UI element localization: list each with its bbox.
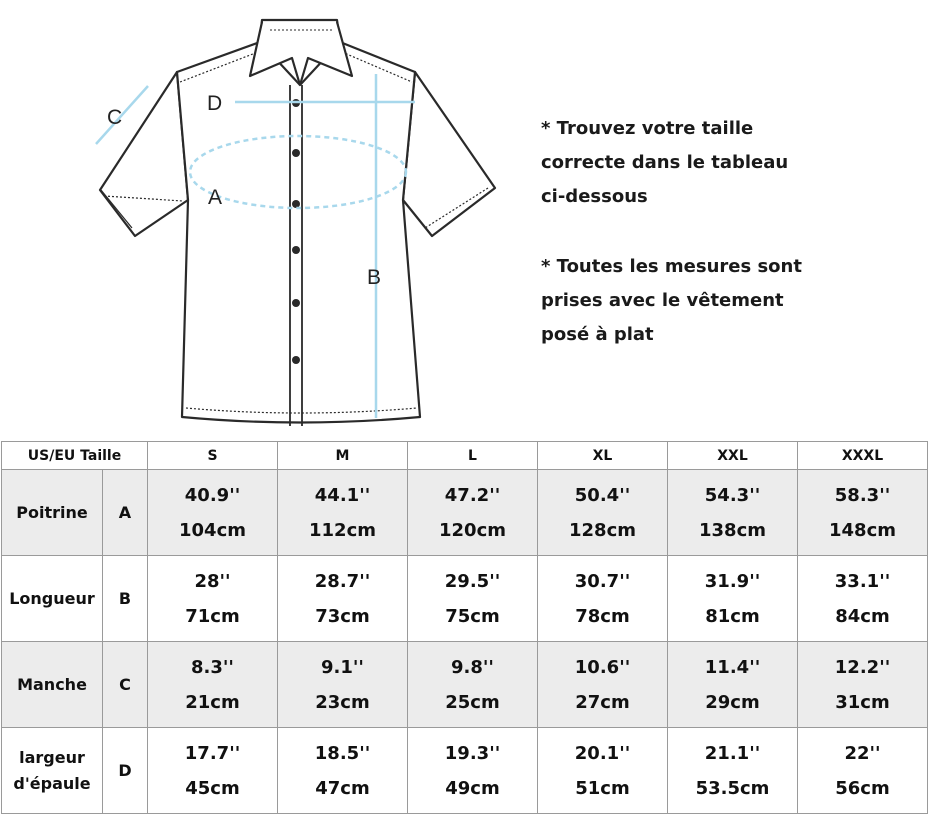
value-inches: 19.3'' xyxy=(444,742,501,764)
value-cell xyxy=(408,556,538,642)
value-inches: 28.7'' xyxy=(314,570,371,592)
value-cell xyxy=(408,470,538,556)
value-cm: 84cm xyxy=(835,605,890,627)
value-inches: 12.2'' xyxy=(834,656,891,678)
value-cm: 81cm xyxy=(705,605,760,627)
size-header: XXXL xyxy=(798,442,928,470)
table-row xyxy=(2,556,928,642)
value-cm: 75cm xyxy=(445,605,500,627)
header-label: US/EU Taille xyxy=(2,442,148,470)
value-inches: 30.7'' xyxy=(574,570,631,592)
value-inches: 29.5'' xyxy=(444,570,501,592)
label-c: C xyxy=(107,106,123,129)
value-inches: 21.1'' xyxy=(704,742,761,764)
value-cm: 27cm xyxy=(575,691,630,713)
value-cell xyxy=(148,642,278,728)
label-d: D xyxy=(207,92,223,115)
value-inches: 50.4'' xyxy=(574,484,631,506)
measure-name: Poitrine xyxy=(2,470,103,556)
value-cm: 138cm xyxy=(699,519,766,541)
measure-name: Manche xyxy=(2,642,103,728)
value-inches: 58.3'' xyxy=(834,484,891,506)
value-cell xyxy=(538,728,668,814)
shirt-illustration xyxy=(60,0,530,440)
value-cm: 120cm xyxy=(439,519,506,541)
measure-code: A xyxy=(103,470,148,556)
value-cell xyxy=(538,556,668,642)
value-cell xyxy=(668,642,798,728)
measure-name: largeur d'épaule xyxy=(2,728,103,814)
value-cell xyxy=(668,728,798,814)
value-cm: 73cm xyxy=(315,605,370,627)
value-cm: 78cm xyxy=(575,605,630,627)
value-inches: 20.1'' xyxy=(574,742,631,764)
table-row xyxy=(2,470,928,556)
label-a: A xyxy=(208,186,223,209)
value-cell xyxy=(538,470,668,556)
note-flat-measure: * Toutes les mesures sont prises avec le vêtement posé à plat xyxy=(541,256,802,345)
value-cell xyxy=(278,556,408,642)
value-cm: 56cm xyxy=(835,777,890,799)
size-header: S xyxy=(148,442,278,470)
shirt-diagram xyxy=(60,0,530,440)
value-inches: 9.1'' xyxy=(321,656,364,678)
table-row xyxy=(2,728,928,814)
value-cm: 128cm xyxy=(569,519,636,541)
note-find-size: * Trouvez votre taille correcte dans le tableau ci-dessous xyxy=(541,118,789,207)
value-cm: 25cm xyxy=(445,691,500,713)
value-cm: 23cm xyxy=(315,691,370,713)
value-cm: 104cm xyxy=(179,519,246,541)
value-cell xyxy=(668,556,798,642)
value-cm: 112cm xyxy=(309,519,376,541)
value-inches: 11.4'' xyxy=(704,656,761,678)
value-cell xyxy=(148,728,278,814)
value-inches: 54.3'' xyxy=(704,484,761,506)
value-inches: 28'' xyxy=(194,570,231,592)
value-cell xyxy=(278,470,408,556)
table-row xyxy=(2,642,928,728)
value-cell xyxy=(408,642,538,728)
value-inches: 33.1'' xyxy=(834,570,891,592)
notes xyxy=(541,112,931,388)
value-inches: 44.1'' xyxy=(314,484,371,506)
value-inches: 18.5'' xyxy=(314,742,371,764)
label-b: B xyxy=(367,266,382,289)
value-cm: 71cm xyxy=(185,605,240,627)
value-inches: 31.9'' xyxy=(704,570,761,592)
value-cm: 47cm xyxy=(315,777,370,799)
value-inches: 8.3'' xyxy=(191,656,234,678)
value-cm: 21cm xyxy=(185,691,240,713)
size-header: M xyxy=(278,442,408,470)
value-inches: 40.9'' xyxy=(184,484,241,506)
value-cell xyxy=(798,642,928,728)
measure-code: B xyxy=(103,556,148,642)
value-cm: 31cm xyxy=(835,691,890,713)
value-inches: 17.7'' xyxy=(184,742,241,764)
value-inches: 47.2'' xyxy=(444,484,501,506)
value-inches: 10.6'' xyxy=(574,656,631,678)
value-cell xyxy=(148,470,278,556)
value-cell xyxy=(538,642,668,728)
value-inches: 9.8'' xyxy=(451,656,494,678)
measure-name: Longueur xyxy=(2,556,103,642)
size-header: XL xyxy=(538,442,668,470)
value-cm: 29cm xyxy=(705,691,760,713)
value-cell xyxy=(408,728,538,814)
value-cell xyxy=(278,728,408,814)
value-cm: 51cm xyxy=(575,777,630,799)
value-inches: 22'' xyxy=(844,742,881,764)
size-header: XXL xyxy=(668,442,798,470)
value-cell xyxy=(668,470,798,556)
value-cm: 53.5cm xyxy=(695,777,770,799)
size-chart-table xyxy=(1,441,928,814)
value-cm: 45cm xyxy=(185,777,240,799)
measure-code: D xyxy=(103,728,148,814)
value-cell xyxy=(798,728,928,814)
header-row xyxy=(2,442,928,470)
value-cell xyxy=(278,642,408,728)
measure-code: C xyxy=(103,642,148,728)
value-cell xyxy=(148,556,278,642)
value-cell xyxy=(798,470,928,556)
value-cm: 49cm xyxy=(445,777,500,799)
value-cell xyxy=(798,556,928,642)
value-cm: 148cm xyxy=(829,519,896,541)
size-header: L xyxy=(408,442,538,470)
